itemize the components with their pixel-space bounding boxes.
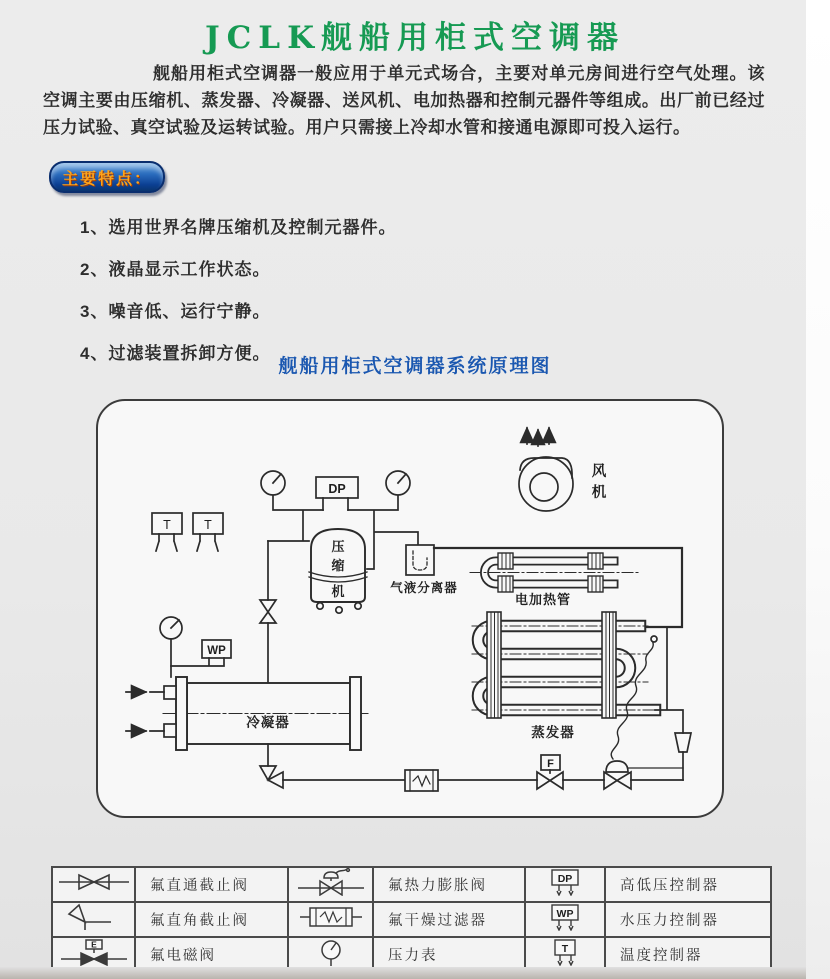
legend-label: 氟直通截止阀 [135, 867, 288, 902]
pressure-gauge-symbol [292, 938, 370, 966]
system-schematic [85, 392, 735, 826]
legend-label: 氟干燥过滤器 [373, 902, 525, 937]
legend-label: 氟直角截止阀 [135, 902, 288, 937]
scan-bottom-edge [0, 967, 806, 979]
diagram-title: 舰船用柜式空调器系统原理图 [278, 356, 552, 377]
thermal-expansion-valve-symbol [292, 868, 370, 896]
svg-text:DP: DP [557, 873, 573, 885]
scan-edge-strip [806, 0, 830, 979]
legend-label: 水压力控制器 [605, 902, 771, 937]
diagram-border [97, 400, 723, 817]
compressor [309, 529, 367, 613]
filter-drier [405, 770, 438, 791]
page-title: JCLK舰船用柜式空调器 [204, 20, 626, 56]
svg-text:WP: WP [556, 908, 574, 920]
svg-text:机: 机 [331, 584, 345, 599]
straight-stop-valve-symbol [55, 868, 133, 896]
feature-item-4: 4、过滤装置拆卸方便。 [80, 344, 271, 363]
legend-row [52, 902, 771, 937]
legend-label: 氟电磁阀 [135, 937, 288, 972]
dp-controller-symbol [526, 868, 604, 896]
f-code: F [547, 758, 554, 770]
legend-label: 氟热力膨胀阀 [373, 867, 525, 902]
t-box-left-code: T [163, 518, 171, 532]
svg-text:T: T [561, 943, 569, 955]
intro-paragraph: 舰船用柜式空调器一般应用于单元式场合，主要对单元房间进行空气处理。该空调主要由压缩机、蒸发器、冷凝器、送风机、电加热器和控制元器件等组成。出厂前已经过压力试验、真空试验及运转试验。用户只需接上冷却水管和接通电源即可投入运行。 [43, 64, 765, 137]
legend-label: 高低压控制器 [605, 867, 771, 902]
separator-label: 气液分离器 [390, 581, 458, 595]
compressor-label: 压 [331, 539, 345, 554]
t-controller-symbol [526, 938, 604, 966]
legend-row [52, 867, 771, 902]
features-button[interactable] [49, 161, 165, 193]
svg-text:机: 机 [591, 485, 607, 501]
legend-label: 温度控制器 [605, 937, 771, 972]
evaporator-label: 蒸发器 [531, 725, 575, 740]
fan-label: 风 [591, 464, 607, 480]
feature-item-1: 1、选用世界名牌压缩机及控制元器件。 [80, 218, 397, 237]
legend-table [51, 866, 772, 973]
angle-stop-valve-symbol [55, 903, 133, 931]
t-box-right-code: T [204, 518, 212, 532]
filter-drier-symbol [292, 903, 370, 931]
svg-text:缩: 缩 [331, 558, 345, 573]
dp-code: DP [328, 482, 346, 496]
heater-label: 电加热管 [514, 592, 572, 607]
svg-text:E: E [90, 939, 97, 950]
condenser-label: 冷凝器 [246, 715, 290, 730]
feature-item-3: 3、噪音低、运行宁静。 [80, 302, 271, 321]
wp-controller-symbol [526, 903, 604, 931]
legend-label: 压力表 [373, 937, 525, 972]
features-button-label: 主要特点： [61, 170, 152, 188]
feature-item-2: 2、液晶显示工作状态。 [80, 260, 271, 279]
solenoid-valve-symbol [55, 938, 133, 966]
wp-code: WP [207, 645, 226, 657]
